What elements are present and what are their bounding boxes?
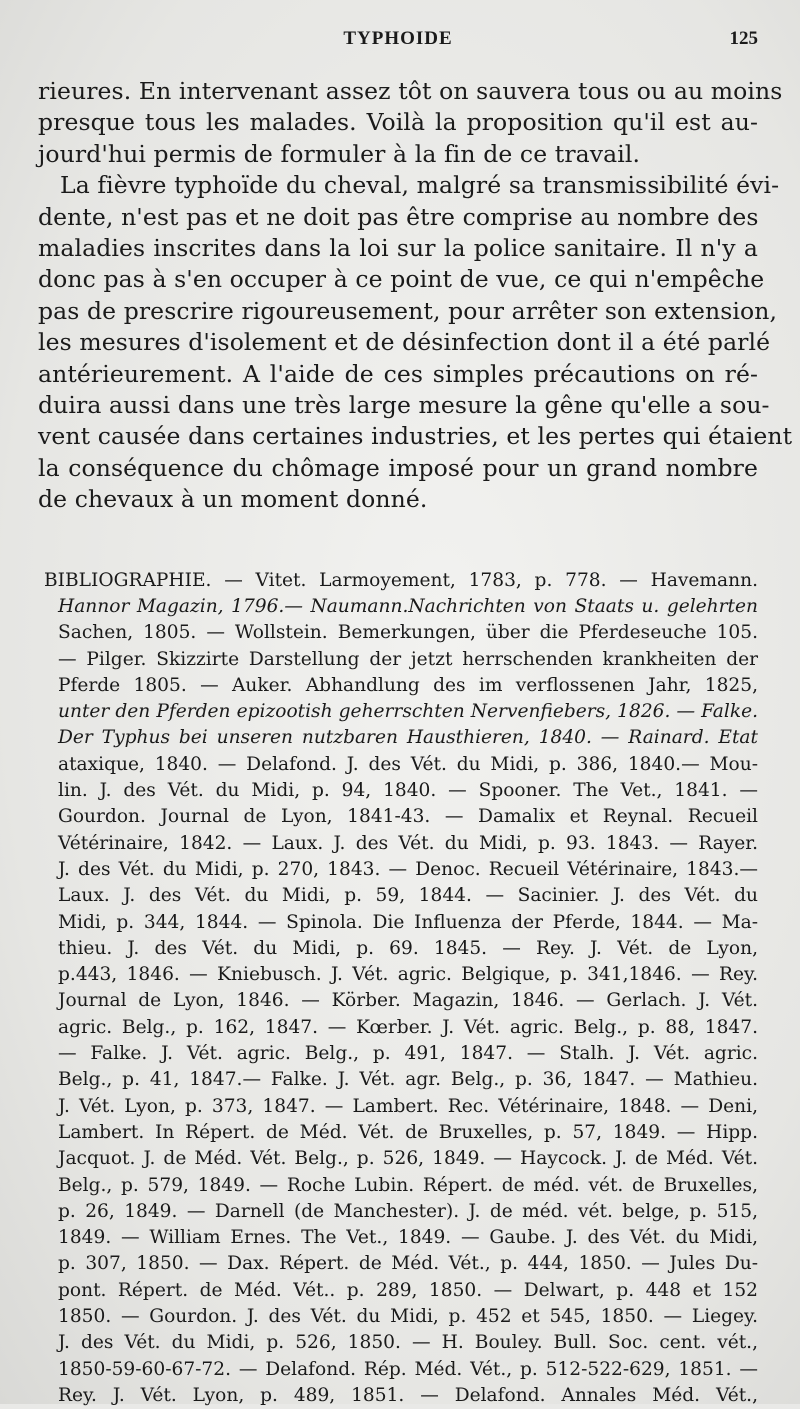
bibliography-line: Journal de Lyon, 1846. — Körber. Magazin, 1846. — Gerlach. J. Vét. — [58, 990, 758, 1012]
bibliography-line: 1850-59-60-67-72. — Delafond. Rép. Méd. Vét., p. 512-522-629, 1851. — — [58, 1358, 758, 1380]
text-line: dente, n'est pas et ne doit pas être comprise au nombre des — [38, 202, 759, 231]
bibliography-line: p. 307, 1850. — Dax. Répert. de Méd. Vét., p. 444, 1850. — Jules Du- — [58, 1253, 758, 1275]
text-line: la conséquence du chômage imposé pour un grand nombre — [38, 453, 758, 482]
bibliography-line: J. des Vét. du Midi, p. 270, 1843. — Denoc. Recueil Vétérinaire, 1843.— — [58, 858, 758, 880]
bibliography-line: J. Vét. Lyon, p. 373, 1847. — Lambert. Rec. Vétérinaire, 1848. — Deni, — [58, 1095, 758, 1117]
page-header — [38, 28, 758, 58]
bibliography-line: p. 26, 1849. — Darnell (de Manchester). J. de méd. vét. belge, p. 515, — [58, 1200, 758, 1222]
bibliography-line: Belg., p. 579, 1849. — Roche Lubin. Répert. de méd. vét. de Bruxelles, — [58, 1174, 758, 1196]
bibliography — [38, 568, 758, 1409]
bibliography-line: Midi, p. 344, 1844. — Spinola. Die Influenza der Pferde, 1844. — Ma- — [58, 911, 758, 933]
bibliography-line: 1849. — William Ernes. The Vet., 1849. — Gaube. J. des Vét. du Midi, — [58, 1227, 758, 1249]
text-line: duira aussi dans une très large mesure la gêne qu'elle a sou- — [38, 391, 770, 420]
body-text — [38, 76, 793, 516]
text-line: antérieurement. A l'aide de ces simples précautions on ré- — [38, 359, 758, 388]
bibliography-line: p.443, 1846. — Kniebusch. J. Vét. agric. Belgique, p. 341,1846. — Rey. — [58, 964, 758, 986]
bibliography-line: Der Typhus bei unseren nutzbaren Hausthieren, 1840. — Rainard. Etat — [58, 727, 758, 749]
page-number: 125 — [729, 28, 758, 49]
text-line: presque tous les malades. Voilà la proposition qu'il est au- — [38, 108, 758, 137]
bibliography-line: Pferde 1805. — Auker. Abhandlung des im verflossenen Jahr, 1825, — [58, 674, 758, 696]
bibliography-line: J. des Vét. du Midi, p. 526, 1850. — H. Bouley. Bull. Soc. cent. vét., — [58, 1332, 758, 1354]
text-line: maladies inscrites dans la loi sur la police sanitaire. Il n'y a — [38, 234, 758, 263]
text-line: donc pas à s'en occuper à ce point de vue, ce qui n'empêche — [38, 265, 765, 294]
bibliography-line: 1850. — Gourdon. J. des Vét. du Midi, p. 452 et 545, 1850. — Liegey. — [58, 1306, 758, 1327]
text-line: La fièvre typhoïde du cheval, malgré sa transmissibilité évi- — [60, 171, 780, 200]
text-line: vent causée dans certaines industries, et les pertes qui étaient — [38, 422, 793, 451]
bibliography-line: lin. J. des Vét. du Midi, p. 94, 1840. — Spooner. The Vet., 1841. — — [58, 780, 758, 802]
bibliography-line: Rey. J. Vét. Lyon, p. 489, 1851. — Delafond. Annales Méd. Vét., — [58, 1384, 758, 1406]
text-line: jourd'hui permis de formuler à la fin de ce travail. — [38, 139, 641, 168]
bibliography-line: pont. Répert. de Méd. Vét.. p. 289, 1850. — Delwart, p. 448 et 152 — [58, 1279, 758, 1301]
bibliography-line: — Pilger. Skizzirte Darstellung der jetzt herrschenden krankheiten der — [58, 648, 758, 670]
bibliography-line: — Falke. J. Vét. agric. Belg., p. 491, 1847. — Stalh. J. Vét. agric. — [58, 1043, 758, 1065]
bibliography-line: BIBLIOGRAPHIE. — Vitet. Larmoyement, 1783, p. 778. — Havemann. — [44, 569, 758, 591]
bibliography-line: unter den Pferden epizootish geherrschten Nervenfiebers, 1826. — Falke. — [58, 701, 758, 723]
text-line: rieures. En intervenant assez tôt on sauvera tous ou au moins — [38, 77, 783, 105]
text-line: pas de prescrire rigoureusement, pour arrêter son extension, — [38, 296, 778, 325]
bibliography-line: ataxique, 1840. — Delafond. J. des Vét. du Midi, p. 386, 1840.— Mou- — [58, 753, 758, 775]
bibliography-line: Jacquot. J. de Méd. Vét. Belg., p. 526, 1849. — Haycock. J. de Méd. Vét. — [58, 1148, 758, 1170]
bibliography-line: thieu. J. des Vét. du Midi, p. 69. 1845. — Rey. J. Vét. de Lyon, — [58, 937, 758, 959]
text-line: les mesures d'isolement et de désinfection dont il a été parlé — [38, 328, 771, 357]
bibliography-line: Hannor Magazin, 1796.— Naumann.Nachrichten von Staats u. gelehrten — [58, 595, 758, 617]
bibliography-line: Lambert. In Répert. de Méd. Vét. de Bruxelles, p. 57, 1849. — Hipp. — [58, 1121, 758, 1143]
bibliography-line: Belg., p. 41, 1847.— Falke. J. Vét. agr. Belg., p. 36, 1847. — Mathieu. — [58, 1069, 758, 1091]
bibliography-line: Laux. J. des Vét. du Midi, p. 59, 1844. — Sacinier. J. des Vét. du — [58, 885, 758, 907]
bibliography-line: agric. Belg., p. 162, 1847. — Kœrber. J. Vét. agric. Belg., p. 88, 1847. — [58, 1016, 758, 1038]
bibliography-line: Sachen, 1805. — Wollstein. Bemerkungen, über die Pferdeseuche 105. — [58, 622, 758, 644]
text-line: de chevaux à un moment donné. — [38, 485, 428, 514]
running-title: TYPHOIDE — [343, 28, 453, 49]
bibliography-line: Vétérinaire, 1842. — Laux. J. des Vét. du Midi, p. 93. 1843. — Rayer. — [58, 832, 758, 854]
bibliography-line: Gourdon. Journal de Lyon, 1841-43. — Damalix et Reynal. Recueil — [58, 806, 758, 828]
